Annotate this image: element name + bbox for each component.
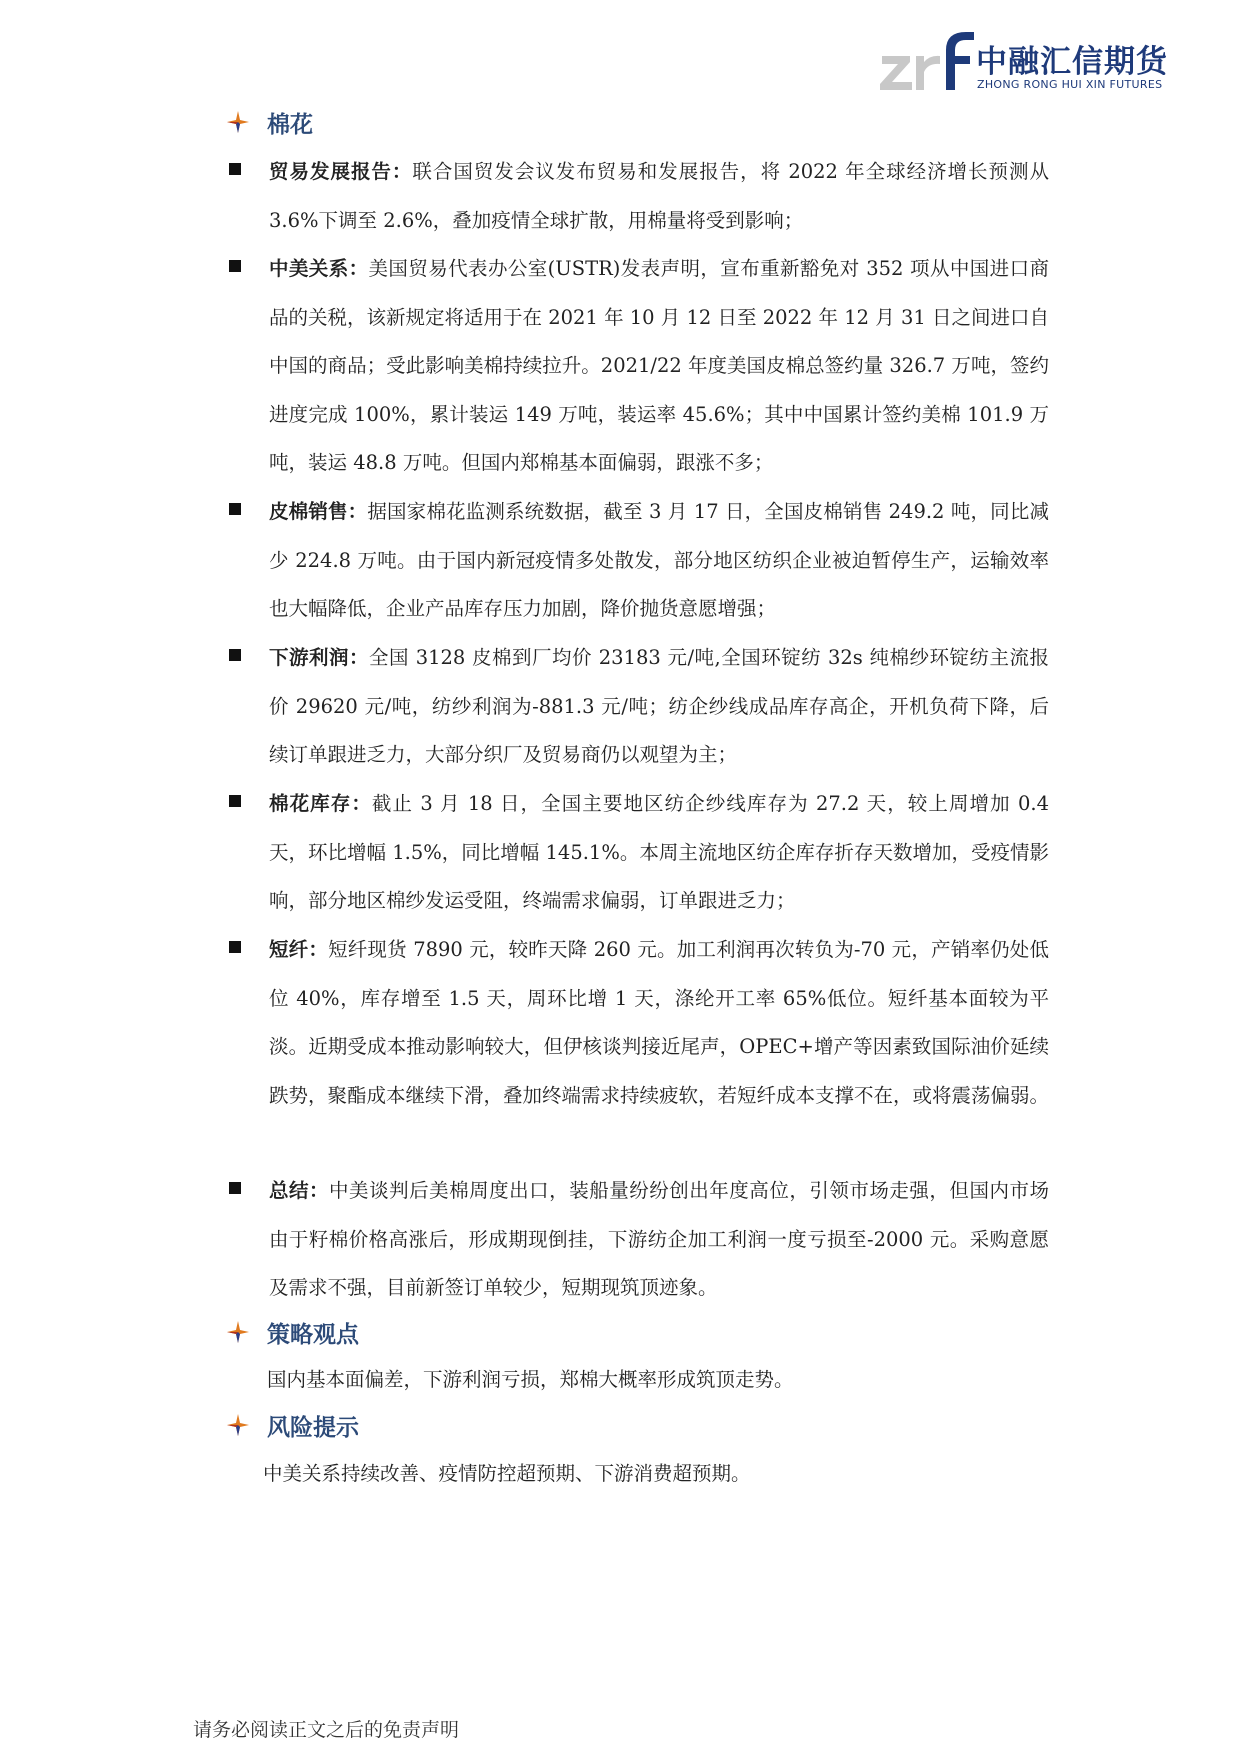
bullet-label: 总结： <box>269 1179 330 1202</box>
zrf-logo-mark-icon <box>880 28 976 94</box>
square-bullet-icon <box>229 941 241 953</box>
section-title-strategy: 策略观点 <box>267 1321 359 1348</box>
square-bullet-icon <box>229 163 241 175</box>
bullet-text: 联合国贸发会议发布贸易和发展报告，将 2022 年全球经济增长预测从 3.6%下调至 2.6%，叠加疫情全球扩散，用棉量将受到影响； <box>269 160 1049 232</box>
disclaimer-footer: 请务必阅读正文之后的免责声明 <box>193 1719 460 1741</box>
square-bullet-icon <box>229 649 241 661</box>
bullet-lint-sales <box>229 488 1049 634</box>
section-title-risk: 风险提示 <box>267 1414 359 1441</box>
bullet-summary <box>229 1167 1049 1313</box>
compass-bullet-icon <box>227 111 249 133</box>
bullet-text: 美国贸易代表办公室(USTR)发表声明，宣布重新豁免对 352 项从中国进口商品的关税，该新规定将适用于在 2021 年 10 月 12 日至 2022 年 12 月 31 日之间进口自中国的商品；受此影响美棉持续拉升。2021/22 年度美国皮棉总签约量 326.7 万吨，签约进度完成 100%，累计装运 149 万吨，装运率 45.6%；其中中国累计签约美棉 101.9 万吨，装运 48.8 万吨。但国内郑棉基本面偏弱，跟涨不多； <box>269 257 1049 474</box>
compass-bullet-icon <box>227 1321 249 1343</box>
logo-english-name: ZHONG RONG HUI XIN FUTURES <box>977 78 1163 91</box>
square-bullet-icon <box>229 503 241 515</box>
bullet-label: 中美关系： <box>269 257 369 280</box>
square-bullet-icon <box>229 795 241 807</box>
bullet-label: 棉花库存： <box>269 792 372 815</box>
strategy-text: 国内基本面偏差，下游利润亏损，郑棉大概率形成筑顶走势。 <box>267 1368 794 1391</box>
bullet-label: 皮棉销售： <box>269 500 368 523</box>
bullet-text: 全国 3128 皮棉到厂均价 23183 元/吨,全国环锭纺 32s 纯棉纱环锭纺主流报价 29620 元/吨，纺纱利润为-881.3 元/吨；纺企纱线成品库存高企，开机负荷下降，后续订单跟进乏力，大部分织厂及贸易商仍以观望为主； <box>269 646 1049 766</box>
bullet-label: 短纤： <box>269 938 329 961</box>
bullet-label: 下游利润： <box>269 646 370 669</box>
logo-chinese-name: 中融汇信期货 <box>976 44 1168 80</box>
bullet-text: 据国家棉花监测系统数据，截至 3 月 17 日，全国皮棉销售 249.2 吨，同比减少 224.8 万吨。由于国内新冠疫情多处散发，部分地区纺织企业被迫暂停生产，运输效率也大幅降低，企业产品库存压力加剧，降价抛货意愿增强； <box>269 500 1049 620</box>
section-heading-risk <box>227 1405 359 1445</box>
section-title-cotton: 棉花 <box>267 111 313 138</box>
bullet-downstream-profit <box>229 634 1049 780</box>
bullet-staple-fiber <box>229 926 1049 1120</box>
bullet-sino-us-relations <box>229 245 1049 488</box>
bullet-text: 短纤现货 7890 元，较昨天降 260 元。加工利润再次转负为-70 元，产销率仍处低位 40%，库存增至 1.5 天，周环比增 1 天，涤纶开工率 65%低位。短纤基本面较为平淡。近期受成本推动影响较大，但伊核谈判接近尾声，OPEC+增产等因素致国际油价延续跌势，聚酯成本继续下滑，叠加终端需求持续疲软，若短纤成本支撑不在，或将震荡偏弱。 <box>269 938 1050 1107</box>
bullet-text: 截止 3 月 18 日，全国主要地区纺企纱线库存为 27.2 天，较上周增加 0.4 天，环比增幅 1.5%，同比增幅 145.1%。本周主流地区纺企库存折存天数增加，受疫情影响，部分地区棉纱发运受阻，终端需求偏弱，订单跟进乏力； <box>269 792 1049 912</box>
square-bullet-icon <box>229 260 241 272</box>
bullet-text: 中美谈判后美棉周度出口，装船量纷纷创出年度高位，引领市场走强，但国内市场由于籽棉价格高涨后，形成期现倒挂，下游纺企加工利润一度亏损至-2000 元。采购意愿及需求不强，目前新签订单较少，短期现筑顶迹象。 <box>269 1179 1049 1299</box>
section-heading-cotton <box>227 102 313 142</box>
section-heading-strategy <box>227 1312 359 1352</box>
bullet-label: 贸易发展报告： <box>269 160 413 183</box>
risk-text: 中美关系持续改善、疫情防控超预期、下游消费超预期。 <box>263 1462 751 1485</box>
bullet-cotton-inventory <box>229 780 1049 926</box>
compass-bullet-icon <box>227 1414 249 1436</box>
company-logo <box>880 28 1180 98</box>
bullet-trade-report <box>229 148 1049 245</box>
square-bullet-icon <box>229 1182 241 1194</box>
